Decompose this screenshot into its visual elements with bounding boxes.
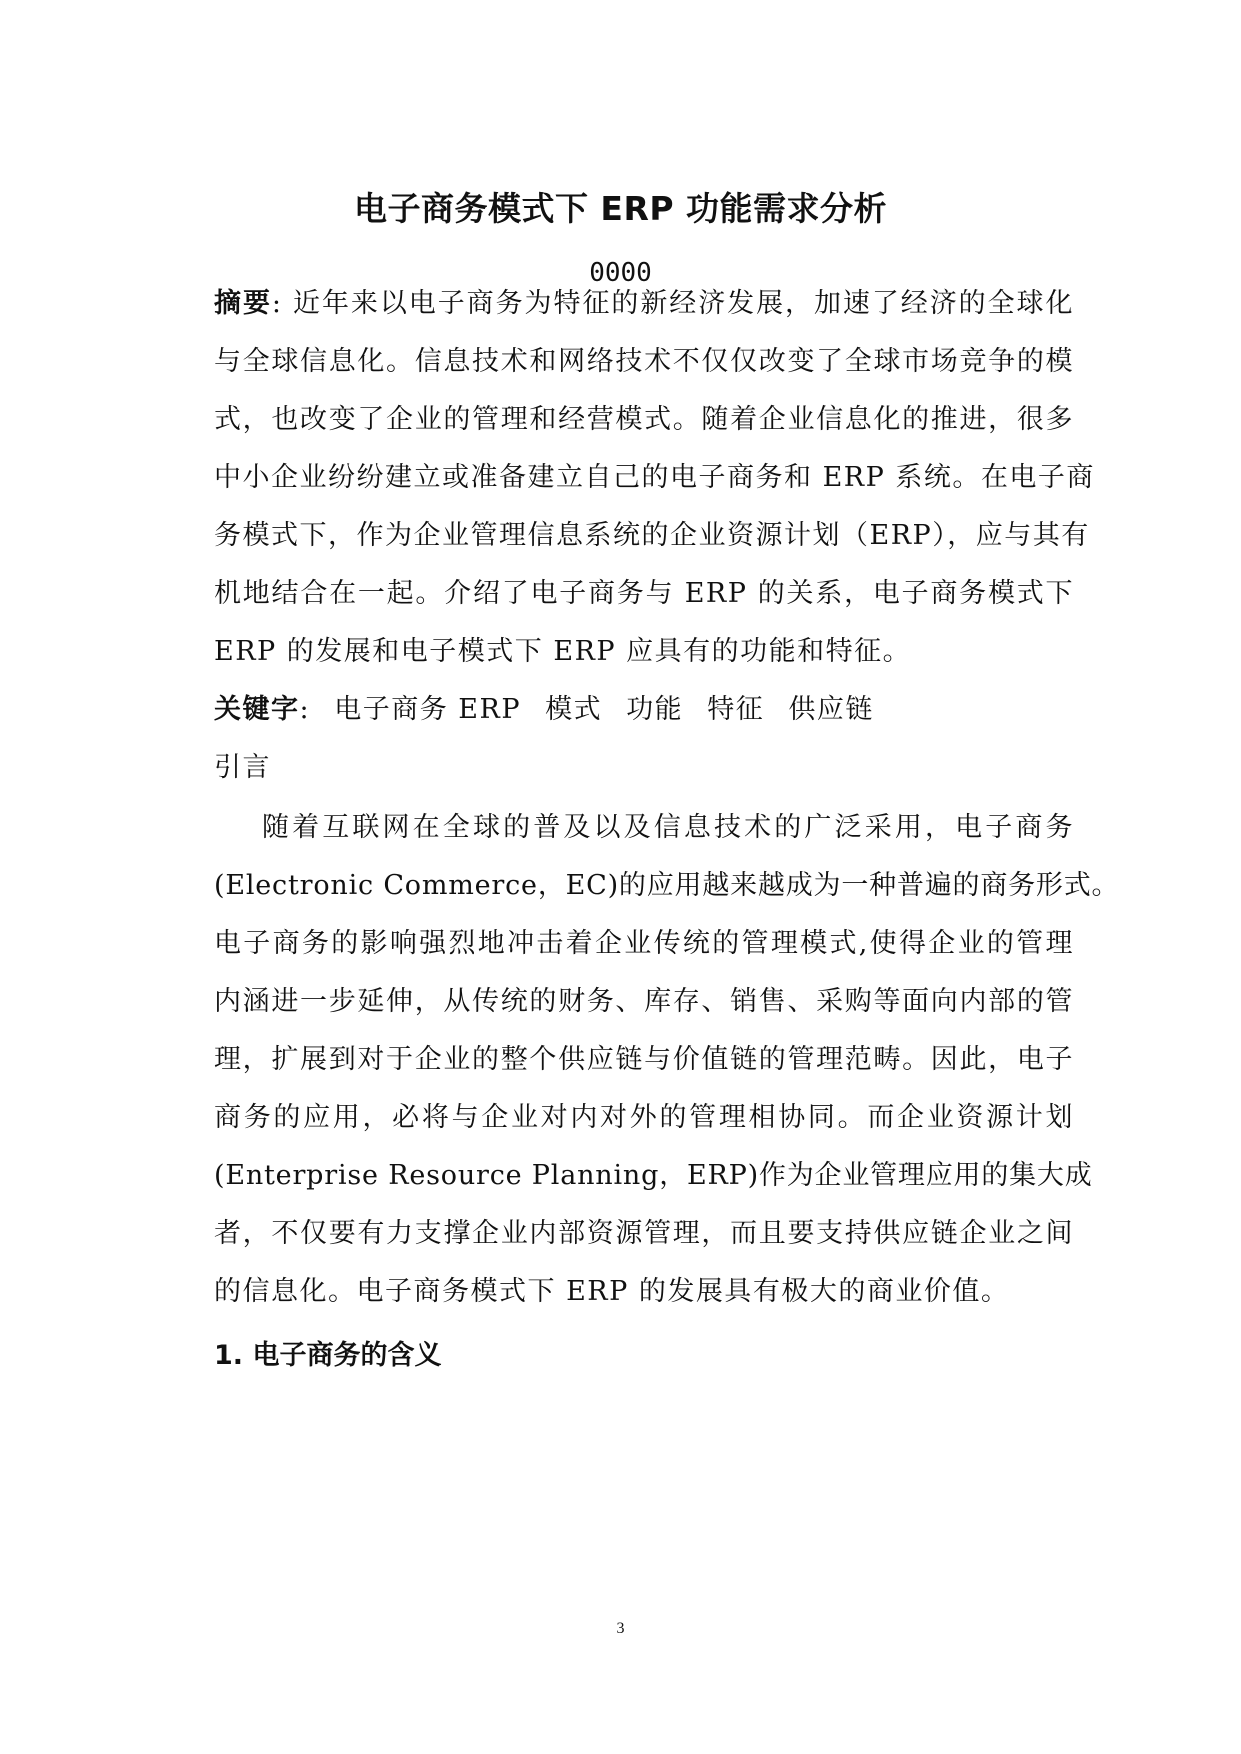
intro-text-line: (Electronic Commerce，EC)的应用越来越成为一种普遍的商务形式。 <box>214 870 1120 901</box>
keyword-item: 供应链 <box>788 694 874 725</box>
abstract-text-line: 务模式下，作为企业管理信息系统的企业资源计划（ERP），应与其有 <box>214 520 1090 551</box>
abstract-text-line: 式，也改变了企业的管理和经营模式。随着企业信息化的推进，很多 <box>214 404 1074 435</box>
intro-text-line: 者，不仅要有力支撑企业内部资源管理，而且要支持供应链企业之间 <box>214 1218 1074 1249</box>
keywords-label: 关键字 <box>214 694 300 725</box>
intro-text-line: 电子商务的影响强烈地冲击着企业传统的管理模式,使得企业的管理 <box>214 928 1074 959</box>
keyword-item: 模式 <box>545 694 603 725</box>
abstract-label: 摘要 <box>214 288 272 319</box>
abstract-text-line: 近年来以电子商务为特征的新经济发展，加速了经济的全球化 <box>293 288 1075 319</box>
intro-text-line: 内涵进一步延伸，从传统的财务、库存、销售、采购等面向内部的管 <box>214 986 1074 1017</box>
keyword-item: 功能 <box>626 694 684 725</box>
document-author: 0000 <box>589 258 652 288</box>
keyword-item: 电子商务 ERP <box>334 694 521 725</box>
abstract-line <box>214 284 1074 324</box>
intro-heading: 引言 <box>214 752 271 783</box>
keywords-line <box>214 690 1074 730</box>
keyword-item: 特征 <box>707 694 765 725</box>
section-heading: 1. 电子商务的含义 <box>214 1340 442 1371</box>
document-title: 电子商务模式下 ERP 功能需求分析 <box>353 189 888 228</box>
keywords-label-sep: : <box>299 694 311 725</box>
abstract-text-line: 机地结合在一起。介绍了电子商务与 ERP 的关系，电子商务模式下 <box>214 578 1074 609</box>
page-number: 3 <box>616 1620 625 1637</box>
intro-text-line: 理，扩展到对于企业的整个供应链与价值链的管理范畴。因此，电子 <box>214 1044 1074 1075</box>
intro-text-line: 商务的应用，必将与企业对内对外的管理相协同。而企业资源计划 <box>214 1102 1074 1133</box>
abstract-label-sep: : <box>271 288 283 319</box>
intro-text-line: (Enterprise Resource Planning，ERP)作为企业管理应用的集大成 <box>214 1160 1093 1191</box>
abstract-text-line: ERP 的发展和电子模式下 ERP 应具有的功能和特征。 <box>214 636 912 667</box>
intro-text-line: 随着互联网在全球的普及以及信息技术的广泛采用，电子商务 <box>262 812 1074 843</box>
abstract-text-line: 与全球信息化。信息技术和网络技术不仅仅改变了全球市场竞争的模 <box>214 346 1074 377</box>
abstract-text-line: 中小企业纷纷建立或准备建立自己的电子商务和 ERP 系统。在电子商 <box>214 462 1095 493</box>
intro-text-line: 的信息化。电子商务模式下 ERP 的发展具有极大的商业价值。 <box>214 1276 1010 1307</box>
